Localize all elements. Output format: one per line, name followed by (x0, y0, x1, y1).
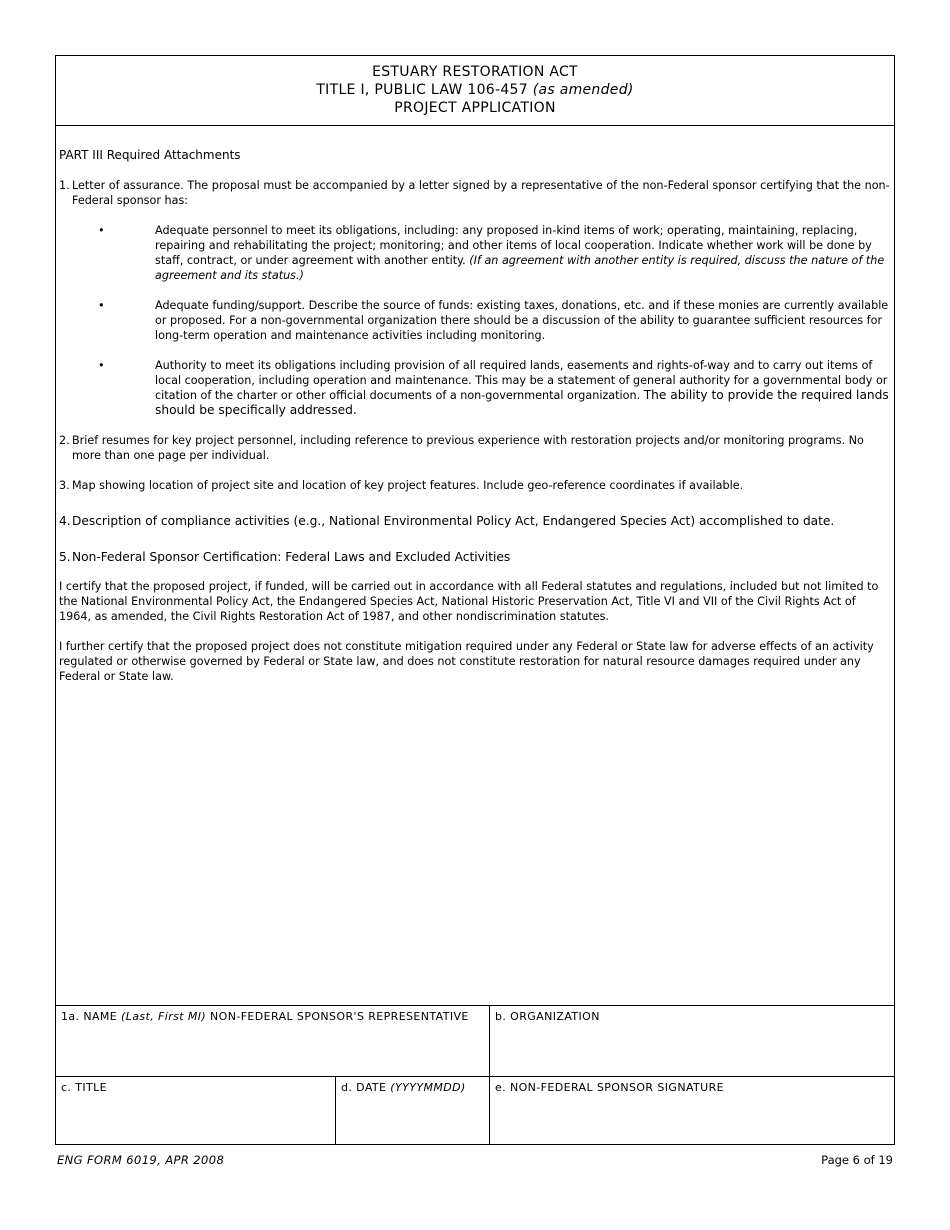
form-id: ENG FORM 6019, APR 2008 (57, 1153, 225, 1167)
item-5 (59, 550, 891, 565)
certification-paragraph-2: I further certify that the proposed project does not constitute mitigation required under any Federal or State law for adverse effects of an activity regulated or otherwise governed by Federal or State law, and does not constitute restoration for natural resource damages required under any Federal or State law. (59, 640, 874, 683)
representative-name-field[interactable] (56, 1006, 490, 1076)
bullet-symbol: • (98, 359, 105, 372)
item-text: Letter of assurance. The proposal must be accompanied by a letter signed by a representative of the non-Federal sponsor certifying that the non-Federal sponsor has: (72, 179, 890, 207)
item-text: Map showing location of project site and location of key project features. Include geo-reference coordinates if available. (72, 479, 744, 492)
name-format: (Last, First MI) (121, 1010, 207, 1023)
application-form (55, 55, 895, 1145)
item-1 (59, 178, 891, 418)
page-number: Page 6 of 19 (821, 1153, 893, 1167)
item-number: 5. (59, 550, 71, 564)
item-3 (59, 478, 891, 493)
item-text: Description of compliance activities (e.g., National Environmental Policy Act, Endangered Species Act) accomplished to date. (72, 514, 835, 528)
item-number: 1. (59, 179, 70, 192)
certification-paragraph-1: I certify that the proposed project, if funded, will be carried out in accordance with all Federal statutes and regulations, included but not limited to the National Environmental Policy Act, the Endangered Species Act, National Historic Preservation Act, Title VI and VII of the Civil Rights Act of 1964, as amended, the Civil Rights Restoration Act of 1987, and other nondiscrimination statutes. (59, 580, 879, 623)
item-2 (59, 433, 891, 463)
header-law-main: TITLE I, PUBLIC LAW 106-457 (316, 82, 533, 98)
item-number: 4. (59, 514, 71, 528)
bullet-text: Adequate personnel to meet its obligations, including: any proposed in-kind items of work; operating, maintaining, replacing, repairing and rehabilitating the project; monitoring; and other items of local cooperation. Indicate whether work will be done by staff, contract, or under agreement with another entity. (155, 224, 872, 267)
name-role: NON-FEDERAL SPONSOR'S REPRESENTATIVE (206, 1010, 469, 1023)
bullet-note: (If an agreement with another entity is required, discuss the nature of the agreement and its status.) (155, 254, 885, 282)
item-text: Brief resumes for key project personnel, including reference to previous experience with restoration projects and/or monitoring programs. No more than one page per individual. (72, 434, 864, 462)
bullet-symbol: • (98, 299, 105, 312)
header-title: ESTUARY RESTORATION ACT (372, 64, 578, 80)
bullet-item (72, 223, 891, 283)
organization-label: b. ORGANIZATION (495, 1010, 600, 1023)
title-label: c. TITLE (61, 1081, 108, 1094)
date-label: d. DATE (341, 1081, 391, 1094)
bullet-text: Adequate funding/support. Describe the source of funds: existing taxes, donations, etc. and if these monies are currently available or proposed. For a non-governmental organization there should be a discussion of the ability to guarantee sufficient resources for long-term operation and maintenance activities including monitoring. (155, 299, 889, 342)
signature-field[interactable] (490, 1076, 894, 1145)
signature-label: e. NON-FEDERAL SPONSOR SIGNATURE (495, 1081, 724, 1094)
item-number: 2. (59, 434, 70, 447)
item-4 (59, 514, 891, 529)
form-header (56, 56, 894, 126)
form-body (59, 148, 891, 684)
bullet-item (72, 298, 891, 343)
bullet-text-emphasis: The ability to provide the required lands should be specifically addressed. (155, 388, 889, 417)
bullet-text: Authority to meet its obligations including provision of all required lands, easements and rights-of-way and to carry out items of local cooperation, including operation and maintenance. This may be a statement of general authority for a governmental body or citation of the charter or other official documents of a non-governmental organization. (155, 359, 888, 402)
header-law-amended: (as amended) (532, 82, 634, 98)
header-subtitle: PROJECT APPLICATION (394, 100, 556, 116)
date-format: (YYYYMMDD) (390, 1081, 466, 1094)
bullet-item (72, 358, 891, 418)
signature-block (56, 1005, 894, 1145)
part-title: PART III Required Attachments (59, 148, 241, 162)
organization-field[interactable] (490, 1006, 894, 1076)
item-number: 3. (59, 479, 70, 492)
date-field[interactable] (336, 1076, 490, 1145)
name-label: 1a. NAME (61, 1010, 122, 1023)
title-field[interactable] (56, 1076, 336, 1145)
item-text: Non-Federal Sponsor Certification: Federal Laws and Excluded Activities (72, 550, 511, 564)
header-law (56, 81, 894, 99)
bullet-symbol: • (98, 224, 105, 237)
